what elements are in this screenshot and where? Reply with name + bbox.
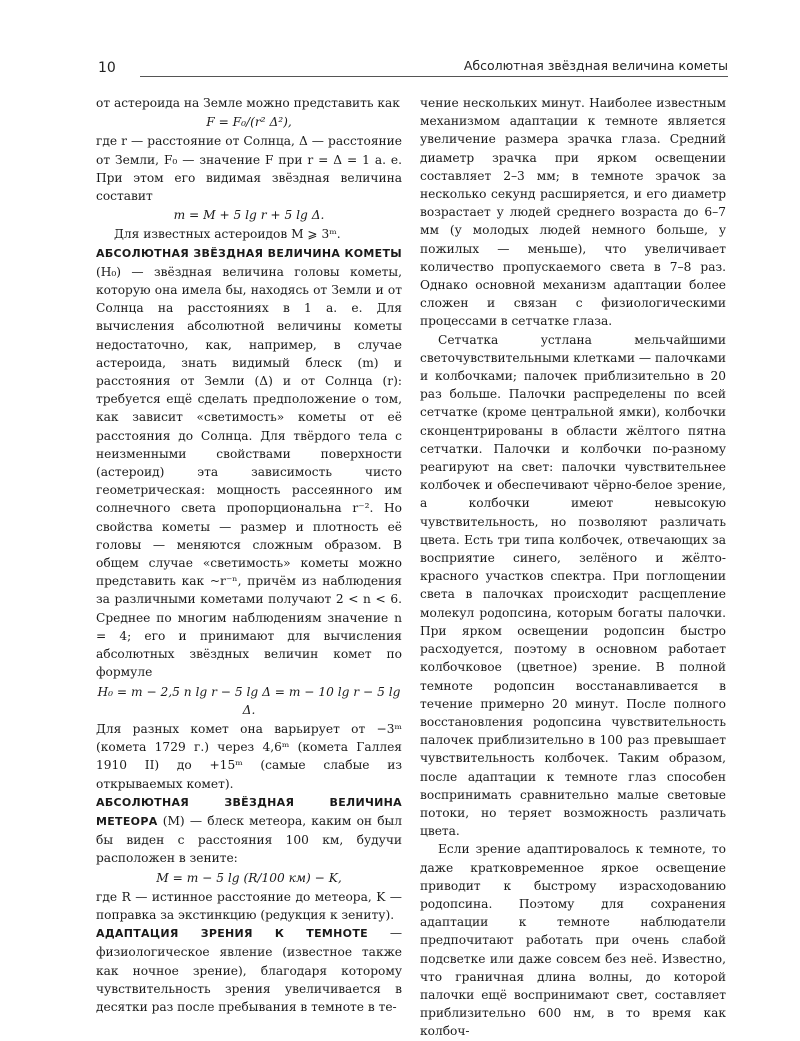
formula: F = F₀/(r² Δ²), (206, 115, 292, 130)
formula: H₀ = m − 2,5 n lg r − 5 lg Δ = m − 10 lg r − 5 lg Δ. (97, 684, 401, 717)
paragraph: Для разных комет она варьирует от −3ᵐ (комета 1729 г.) через 4,6ᵐ (комета Галлея 1910 II) до +15ᵐ (самые слабые из открываемых комет). (96, 721, 402, 791)
entry-text: (M) — блеск метеора, каким он был бы виден с расстояния 100 км, будучи расположен в зените: (96, 813, 402, 866)
right-column (420, 94, 726, 1041)
formula: m = M + 5 lg r + 5 lg Δ. (173, 208, 325, 223)
entry-term: АБСОЛЮТНАЯ ЗВЁЗДНАЯ ВЕЛИЧИНА КОМЕТЫ (96, 246, 402, 260)
running-title: Абсолютная звёздная величина кометы (463, 58, 728, 73)
entry-meteor (96, 793, 402, 868)
left-column (96, 94, 402, 1016)
paragraph: Для известных астероидов M ⩾ 3ᵐ. (114, 227, 341, 242)
paragraph: Если зрение адаптировалось к темноте, то даже кратковременное яркое освещение приводит к быстрому израсходованию родопсина. Поэтому для сохранения адаптации к темноте наблюдатели предпочитают работать при очень слабой подсветке или даже совсем без неё. Известно, что граничная длина волны, до которой палочки ещё воспринимают свет, составляет приблизительно 600 нм, в то время как колбоч- (420, 842, 726, 1039)
formula: M = m − 5 lg (R/100 км) − K, (156, 870, 342, 885)
paragraph: где r — расстояние от Солнца, Δ — расстояние от Земли, F₀ — значение F при r = Δ = 1 а. е. При этом его видимая звёздная величина составит (96, 134, 402, 204)
page-number: 10 (98, 60, 116, 76)
entry-term: АБСОЛЮТНАЯ ЗВЁЗДНАЯ ВЕЛИЧИНА МЕТЕОРА (96, 795, 402, 828)
entry-term: АДАПТАЦИЯ ЗРЕНИЯ К ТЕМНОТЕ (96, 927, 368, 941)
paragraph: от астероида на Земле можно представить как (96, 96, 400, 110)
header-rule (140, 76, 728, 77)
paragraph: чение нескольких минут. Наиболее известным механизмом адаптации к темноте является увеличение размера зрачка глаза. Средний диаметр зрачка при ярком освещении составляет 2–3 мм; в темноте зрачок за несколько секунд расширяется, и его диаметр возрастает у людей среднего возраста до 6–7 мм (у молодых людей немного больше, у пожилых — меньше), что увеличивает количество пропускаемого света в 7–8 раз. Однако основной механизм адаптации более сложен и связан с физиологическими процессами в сетчатке глаза. (420, 96, 726, 329)
entry-text: — физиологическое явление (известное также как ночное зрение), благодаря которому чувствительность зрения увеличивается в десятки раз после пребывания в темноте в те- (96, 926, 402, 1014)
paragraph: Сетчатка устлана мельчайшими светочувствительными клетками — палочками и колбочками; палочек приблизительно в 20 раз больше. Палочки распределены по всей сетчатке (кроме центральной ямки), колбочки сконцентрированы в области жёлтого пятна сетчатки. Палочки и колбочки по-разному реагируют на свет: палочки чувствительнее колбочек и обеспечивают чёрно-белое зрение, а колбочки имеют невысокую чувствительность, но позволяют различать цвета. Есть три типа колбочек, отвечающих за восприятие синего, зелёного и жёлто-красного участков спектра. При поглощении света в палочках происходит расщепление молекул родопсина, которым богаты палочки. При ярком освещении родопсин быстро расходуется, поэтому в основном работает колбочковое (цветное) зрение. В полной темноте родопсин восстанавливается в течение примерно 20 минут. После полного восстановления родопсина чувствительность палочек приблизительно в 100 раз превышает чувствительность колбочек. Таким образом, после адаптации к темноте глаз способен воспринимать сравнительно малые световые потоки, но теряет возможность различать цвета. (420, 332, 727, 839)
entry-comet (96, 244, 402, 682)
entry-adaptation (96, 924, 402, 1016)
entry-text: (H₀) — звёздная величина головы кометы, которую она имела бы, находясь от Земли и от Солнца на расстояниях в 1 а. е. Для вычисления абсолютной величины кометы недостаточно, как, например, в случае астероида, знать видимый блеск (m) и расстояния от Земли (Δ) и от Солнца (r): требуется ещё сделать предположение о том, как зависит «светимость» кометы от её расстояния до Солнца. Для твёрдого тела с неизменными свойствами поверхности (астероид) эта зависимость чисто геометрическая: мощность рассеянного им солнечного света пропорциональна r⁻². Но свойства кометы — размер и плотность её головы — меняются сложным образом. В общем случае «светимость» кометы можно представить как ~r⁻ⁿ, причём из наблюдения за различными кометами получают 2 < n < 6. Среднее по многим наблюдениям значение n = 4; его и принимают для вычисления абсолютных звёздных величин комет по формуле (96, 264, 402, 680)
paragraph: где R — истинное расстояние до метеора, K — поправка за экстинкцию (редукция к зениту). (96, 889, 402, 922)
